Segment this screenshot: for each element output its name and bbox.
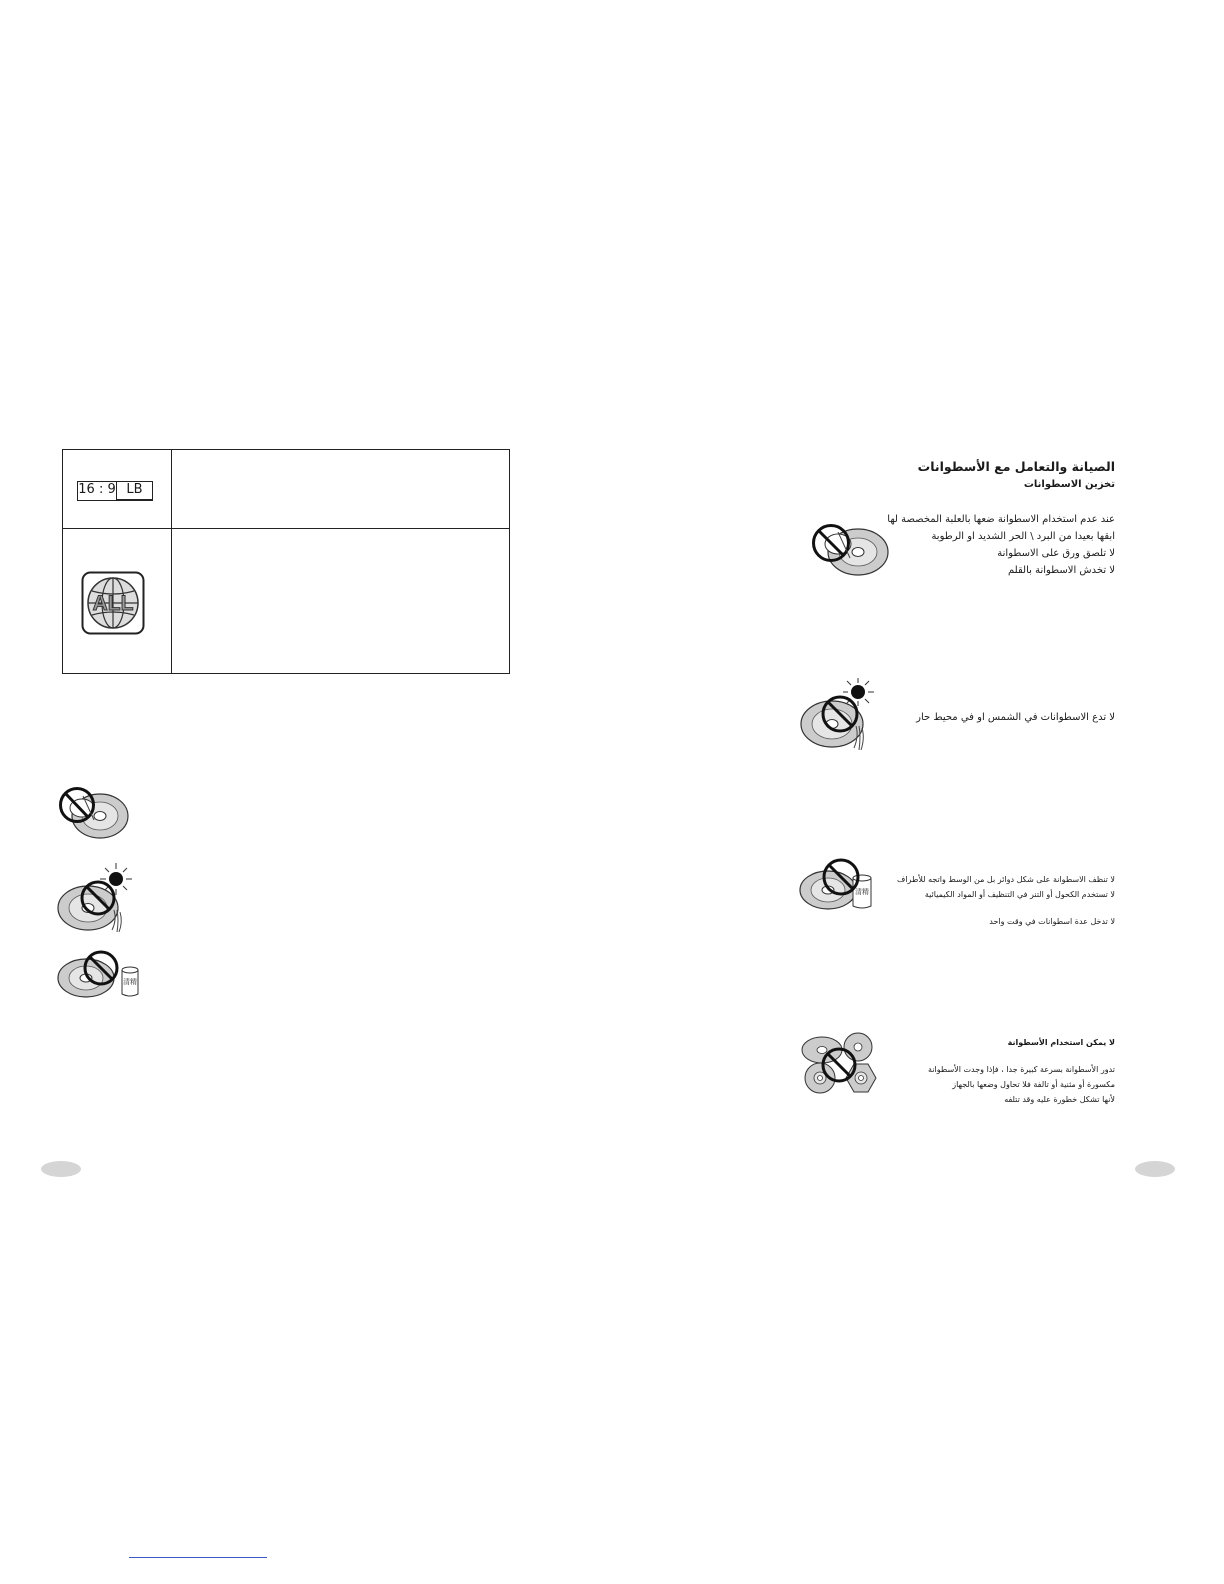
symbol-table-divider xyxy=(171,450,172,673)
aspect-ratio-text: 16 : 9 xyxy=(78,482,116,497)
cannot-use-line-3: لأنها تشكل خطورة عليه وقد تتلفه xyxy=(1004,1095,1115,1104)
storage-line-1: عند عدم استخدام الاسطوانة ضعها بالعلبة المخصصة لها xyxy=(887,514,1115,525)
letterbox-text: LB xyxy=(116,482,152,500)
cannot-use-line-1: تدور الأسطوانة بسرعة كبيرة جدا ، فإذا وجدت الأسطوانة xyxy=(928,1065,1115,1074)
sun-instruction: لا تدع الاسطوانات في الشمس او في محيط حار xyxy=(916,712,1115,723)
disc-sun-warning-icon-left xyxy=(54,860,138,942)
disc-storage-warning-icon-left xyxy=(54,786,130,846)
page-number-oval-right xyxy=(1135,1161,1175,1177)
cannot-use-title: لا يمكن استخدام الأسطوانة xyxy=(1007,1038,1115,1047)
page-title: الصيانة والتعامل مع الأسطوانات xyxy=(917,459,1115,474)
disc-cleaning-warning-icon-left xyxy=(56,950,140,1004)
footer-link-underline xyxy=(129,1557,267,1558)
disc-cleaning-warning-icon xyxy=(798,858,882,916)
storage-line-3: لا تلصق ورق على الاسطوانة xyxy=(997,548,1115,559)
broken-discs-warning-icon xyxy=(800,1030,880,1102)
disc-storage-warning-icon xyxy=(806,520,890,584)
storage-instructions xyxy=(887,511,1115,579)
insert-instruction: لا تدخل عدة اسطوانات في وقت واحد xyxy=(989,917,1115,926)
page-number-oval-left xyxy=(41,1161,81,1177)
cannot-use-instructions xyxy=(928,1062,1115,1107)
section-subtitle: تخزين الاسطوانات xyxy=(1023,479,1115,490)
cleaning-instructions xyxy=(897,872,1115,902)
storage-line-4: لا تخدش الاسطوانة بالقلم xyxy=(1008,565,1115,576)
aspect-ratio-badge xyxy=(77,481,153,501)
region-all-text: ALL xyxy=(92,592,134,615)
cannot-use-line-2: مكسورة أو مثنية أو تالفة فلا تحاول وضعها بالجهاز xyxy=(952,1080,1115,1089)
cleaner-bottle-label: 清精 xyxy=(855,888,869,896)
cleaning-line-2: لا تستخدم الكحول أو التنر في التنظيف أو المواد الكيميائية xyxy=(924,890,1115,899)
cleaning-line-1: لا تنظف الاسطوانة على شكل دوائر بل من الوسط واتجه للأطراف xyxy=(897,875,1115,884)
storage-line-2: ابقها بعيدا من البرد \ الحر الشديد او الرطوبة xyxy=(931,531,1115,542)
disc-sun-warning-icon xyxy=(798,678,882,760)
symbol-table xyxy=(62,449,510,674)
cleaner-bottle-label-left: 清精 xyxy=(123,978,137,986)
region-all-icon xyxy=(81,571,145,635)
